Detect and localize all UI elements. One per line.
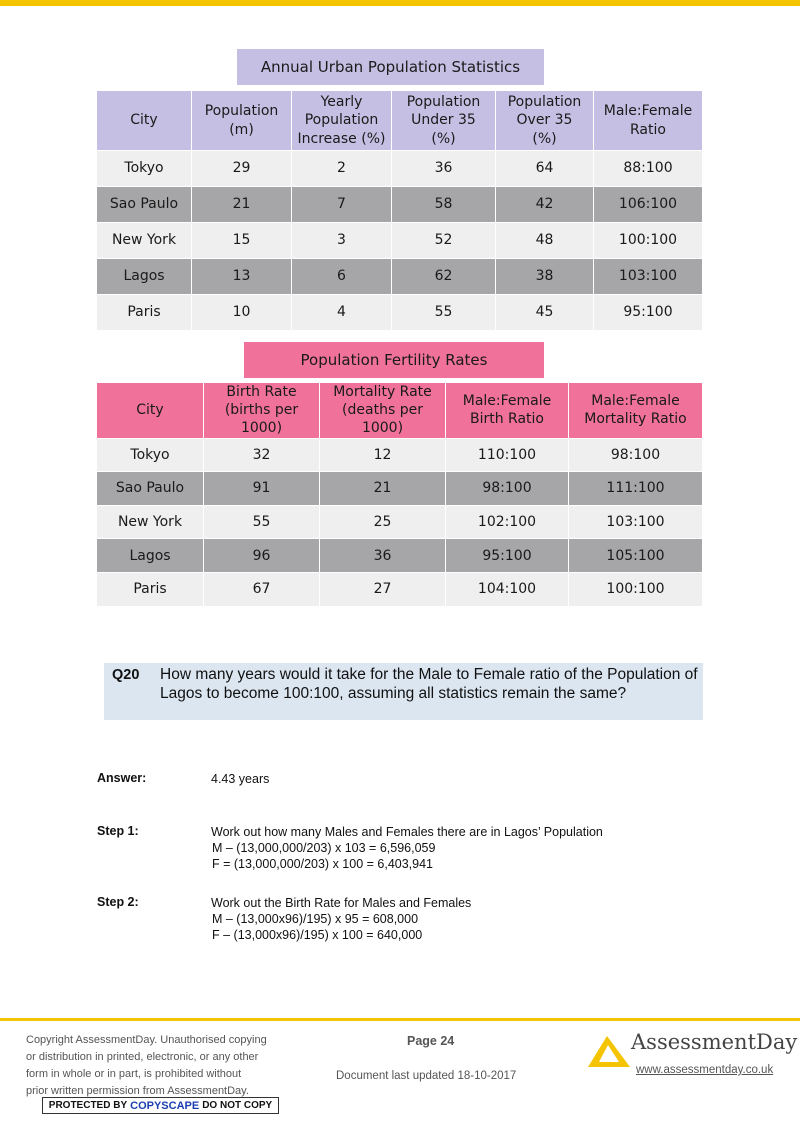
table-cell: 38 bbox=[496, 259, 594, 295]
table-cell: 6 bbox=[292, 259, 392, 295]
header-text: Population (m) bbox=[204, 103, 279, 138]
website-link[interactable]: www.assessmentday.co.uk bbox=[636, 1064, 774, 1076]
table-cell: 36 bbox=[392, 151, 496, 187]
table-row bbox=[97, 259, 703, 295]
step2-block bbox=[211, 895, 471, 943]
table-cell: 98:100 bbox=[446, 472, 569, 506]
table-cell: 96 bbox=[204, 539, 320, 573]
table-row bbox=[97, 539, 703, 573]
table-cell: 88:100 bbox=[594, 151, 703, 187]
table-cell: 103:100 bbox=[594, 259, 703, 295]
header-text: Male:Female Mortality Ratio bbox=[584, 393, 687, 428]
table-row bbox=[97, 151, 703, 187]
table-row bbox=[97, 438, 703, 472]
copyright-notice bbox=[26, 1032, 316, 1100]
city-cell: New York bbox=[97, 505, 204, 539]
step1-label: Step 1: bbox=[97, 824, 139, 838]
table-cell: 52 bbox=[392, 223, 496, 259]
table-cell: 62 bbox=[392, 259, 496, 295]
header-text: Yearly Population Increase (%) bbox=[297, 94, 386, 147]
table-cell: 67 bbox=[204, 572, 320, 606]
table-row bbox=[97, 187, 703, 223]
table-cell: 104:100 bbox=[446, 572, 569, 606]
header-cell bbox=[496, 91, 594, 151]
step1-line: F = (13,000,000/203) x 100 = 6,403,941 bbox=[212, 857, 434, 871]
table-cell: 25 bbox=[320, 505, 446, 539]
header-text: Population Over 35 (%) bbox=[507, 94, 582, 147]
table-cell: 103:100 bbox=[569, 505, 703, 539]
table-cell: 3 bbox=[292, 223, 392, 259]
step2-label: Step 2: bbox=[97, 895, 139, 909]
question-box bbox=[104, 663, 703, 720]
copyright-line: form in whole or in part, is prohibited without bbox=[26, 1068, 242, 1080]
table-cell: 12 bbox=[320, 438, 446, 472]
header-cell bbox=[446, 383, 569, 439]
copyscape-suffix: DO NOT COPY bbox=[202, 1100, 273, 1111]
header-cell bbox=[192, 91, 292, 151]
table-cell: 100:100 bbox=[594, 223, 703, 259]
question-number: Q20 bbox=[112, 667, 140, 683]
table-cell: 10 bbox=[192, 295, 292, 331]
table-cell: 45 bbox=[496, 295, 594, 331]
city-cell: Lagos bbox=[97, 259, 192, 295]
city-cell: Paris bbox=[97, 572, 204, 606]
last-updated: Document last updated 18-10-2017 bbox=[336, 1070, 517, 1082]
table-cell: 64 bbox=[496, 151, 594, 187]
table-cell: 95:100 bbox=[594, 295, 703, 331]
step2-line: F – (13,000x96)/195) x 100 = 640,000 bbox=[212, 928, 423, 942]
table-cell: 32 bbox=[204, 438, 320, 472]
copyscape-prefix: PROTECTED BY bbox=[48, 1100, 128, 1111]
copyright-line: prior written permission from AssessmentDay. bbox=[26, 1085, 249, 1097]
top-accent-bar bbox=[0, 0, 800, 6]
header-text: Male:Female Birth Ratio bbox=[462, 393, 552, 428]
table-cell: 42 bbox=[496, 187, 594, 223]
table-cell: 110:100 bbox=[446, 438, 569, 472]
footer-divider bbox=[0, 1018, 800, 1021]
table-row bbox=[97, 472, 703, 506]
table1-title: Annual Urban Population Statistics bbox=[237, 49, 544, 85]
table-cell: 4 bbox=[292, 295, 392, 331]
city-cell: Sao Paulo bbox=[97, 472, 204, 506]
copyscape-badge[interactable] bbox=[42, 1097, 279, 1114]
city-cell: Tokyo bbox=[97, 151, 192, 187]
city-cell: Tokyo bbox=[97, 438, 204, 472]
header-cell bbox=[569, 383, 703, 439]
table-cell: 98:100 bbox=[569, 438, 703, 472]
city-cell: Sao Paulo bbox=[97, 187, 192, 223]
page-number: Page 24 bbox=[407, 1034, 455, 1048]
answer-value: 4.43 years bbox=[211, 772, 270, 786]
table-cell: 102:100 bbox=[446, 505, 569, 539]
city-cell: New York bbox=[97, 223, 192, 259]
table-cell: 105:100 bbox=[569, 539, 703, 573]
copyright-line: Copyright AssessmentDay. Unauthorised copying bbox=[26, 1034, 267, 1046]
table-cell: 111:100 bbox=[569, 472, 703, 506]
header-text: Male:Female Ratio bbox=[603, 103, 693, 138]
table-row bbox=[97, 223, 703, 259]
table-cell: 27 bbox=[320, 572, 446, 606]
table-header-row bbox=[97, 383, 703, 439]
table-cell: 36 bbox=[320, 539, 446, 573]
table-cell: 95:100 bbox=[446, 539, 569, 573]
population-statistics-table bbox=[96, 90, 703, 331]
table-cell: 21 bbox=[192, 187, 292, 223]
answer-label: Answer: bbox=[97, 771, 147, 785]
table-cell: 29 bbox=[192, 151, 292, 187]
header-text: Population Under 35 (%) bbox=[406, 94, 481, 147]
copyright-line: or distribution in printed, electronic, or any other bbox=[26, 1051, 259, 1063]
table-cell: 55 bbox=[392, 295, 496, 331]
table-cell: 55 bbox=[204, 505, 320, 539]
table-cell: 48 bbox=[496, 223, 594, 259]
triangle-logo-icon bbox=[586, 1033, 632, 1069]
table-cell: 21 bbox=[320, 472, 446, 506]
fertility-rates-table bbox=[96, 382, 703, 607]
table2-title: Population Fertility Rates bbox=[244, 342, 544, 378]
table-cell: 2 bbox=[292, 151, 392, 187]
step2-line: M – (13,000x96)/195) x 95 = 608,000 bbox=[212, 912, 419, 926]
header-cell: Birth Rate (births per 1000) bbox=[204, 383, 320, 439]
copyscape-brand: COPYSCAPE bbox=[130, 1099, 200, 1112]
step1-line: M – (13,000,000/203) x 103 = 6,596,059 bbox=[212, 841, 436, 855]
table-cell: 58 bbox=[392, 187, 496, 223]
city-cell: Paris bbox=[97, 295, 192, 331]
step1-heading: Work out how many Males and Females there are in Lagos’ Population bbox=[211, 825, 603, 839]
table-cell: 13 bbox=[192, 259, 292, 295]
city-cell: Lagos bbox=[97, 539, 204, 573]
header-cell: City bbox=[97, 383, 204, 439]
table-row bbox=[97, 295, 703, 331]
question-text: How many years would it take for the Male to Female ratio of the Population of Lagos to become 100:100, assuming all statistics remain the same? bbox=[160, 666, 698, 702]
step1-block bbox=[211, 824, 603, 872]
table-row bbox=[97, 572, 703, 606]
table-cell: 106:100 bbox=[594, 187, 703, 223]
header-cell bbox=[392, 91, 496, 151]
step2-heading: Work out the Birth Rate for Males and Females bbox=[211, 896, 472, 910]
header-cell: City bbox=[97, 91, 192, 151]
table-row bbox=[97, 505, 703, 539]
header-cell: Mortality Rate (deaths per 1000) bbox=[320, 383, 446, 439]
brand-logo-text: AssessmentDay bbox=[631, 1030, 798, 1054]
table-cell: 91 bbox=[204, 472, 320, 506]
table-cell: 7 bbox=[292, 187, 392, 223]
header-cell bbox=[594, 91, 703, 151]
table-cell: 100:100 bbox=[569, 572, 703, 606]
table-header-row bbox=[97, 91, 703, 151]
table-cell: 15 bbox=[192, 223, 292, 259]
header-cell bbox=[292, 91, 392, 151]
